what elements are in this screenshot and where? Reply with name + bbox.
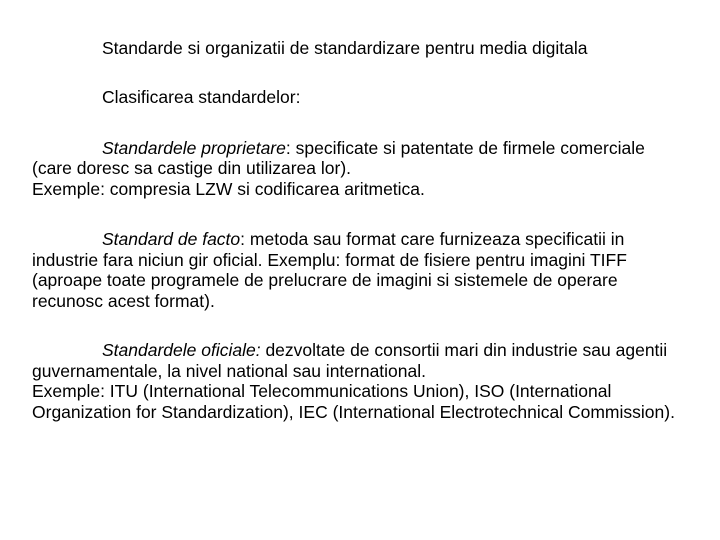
text-official: dezvoltate de consortii mari din industrie sau agentii guvernamentale, la nivel national sau international. xyxy=(32,340,668,381)
example-official: Exemple: ITU (International Telecommunications Union), ISO (International Organization for Standardization), IEC (International Electrotechnical Commission). xyxy=(32,381,675,422)
slide-title: Standarde si organizatii de standardizare pentru media digitala xyxy=(102,38,588,58)
term-proprietary: Standardele proprietare xyxy=(102,137,286,158)
term-official: Standardele oficiale: xyxy=(102,340,261,360)
example-proprietary: Exemple: compresia LZW si codificarea aritmetica. xyxy=(32,178,425,199)
classification-heading: Clasificarea standardelor: xyxy=(102,87,301,107)
term-de-facto-suffix: : xyxy=(240,229,246,249)
slide-content xyxy=(32,36,682,422)
section-official xyxy=(32,340,682,422)
section-proprietary xyxy=(32,138,682,200)
section-de-facto xyxy=(32,229,682,311)
text-de-facto: metoda sau format care furnizeaza specificatii in industrie fara niciun gir oficial. Exemplu: format de fisiere pentru imagini TIFF (aproape toate programele de prelucrare de imagini si sistemele de operare recunosc acest format). xyxy=(32,229,627,311)
text-proprietary: specificate si patentate de firmele comerciale (care doresc sa castige din utilizarea lor). xyxy=(32,137,645,178)
term-de-facto: Standard de facto xyxy=(102,229,241,249)
term-proprietary-suffix: : xyxy=(285,137,291,158)
